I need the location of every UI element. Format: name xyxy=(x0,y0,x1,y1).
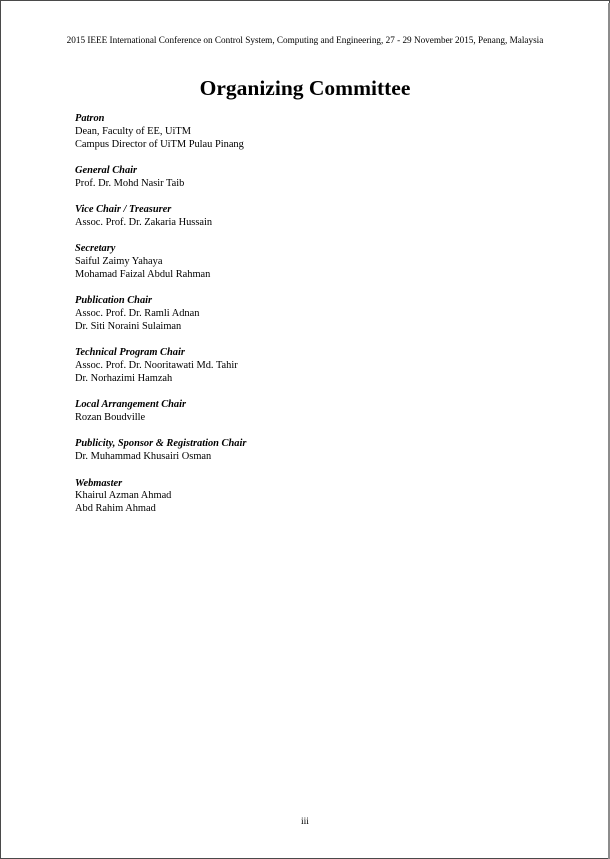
role-heading: Webmaster xyxy=(75,477,123,489)
section-secretary xyxy=(75,243,555,282)
section-publication-chair xyxy=(75,295,555,334)
member-name: Assoc. Prof. Dr. Nooritawati Md. Tahir xyxy=(75,360,238,372)
role-heading: General Chair xyxy=(75,165,138,177)
member-name: Dr. Siti Noraini Sulaiman xyxy=(75,321,182,333)
role-heading: Local Arrangement Chair xyxy=(75,399,187,411)
page-number: iii xyxy=(301,817,309,827)
member-name: Prof. Dr. Mohd Nasir Taib xyxy=(75,177,185,189)
member-name: Dr. Muhammad Khusairi Osman xyxy=(75,451,212,463)
section-technical-program-chair xyxy=(75,347,555,386)
member-name: Assoc. Prof. Dr. Zakaria Hussain xyxy=(75,217,213,229)
section-local-arrangement-chair xyxy=(75,399,555,425)
member-name: Dean, Faculty of EE, UiTM xyxy=(75,125,192,137)
role-heading: Technical Program Chair xyxy=(75,347,185,359)
section-general-chair xyxy=(75,165,555,191)
running-header: 2015 IEEE International Conference on Control System, Computing and Engineering, 27 - 29 November 2015, Penang, Malaysia xyxy=(66,35,544,45)
section-publicity-sponsor-registration-chair xyxy=(75,438,555,464)
committee-list xyxy=(75,113,555,530)
member-name: Assoc. Prof. Dr. Ramli Adnan xyxy=(75,308,200,320)
section-patron xyxy=(75,113,555,152)
section-vice-chair-treasurer xyxy=(75,204,555,230)
member-name: Campus Director of UiTM Pulau Pinang xyxy=(75,138,244,150)
role-heading: Secretary xyxy=(75,243,116,255)
member-name: Saiful Zaimy Yahaya xyxy=(75,256,163,268)
section-webmaster xyxy=(75,478,555,517)
member-name: Mohamad Faizal Abdul Rahman xyxy=(75,269,211,281)
member-name: Abd Rahim Ahmad xyxy=(75,503,156,515)
member-name: Dr. Norhazimi Hamzah xyxy=(75,373,173,385)
role-heading: Vice Chair / Treasurer xyxy=(75,204,172,216)
page-title: Organizing Committee xyxy=(199,76,411,100)
role-heading: Publicity, Sponsor & Registration Chair xyxy=(75,438,247,450)
member-name: Khairul Azman Ahmad xyxy=(75,490,172,502)
role-heading: Patron xyxy=(75,113,105,124)
role-heading: Publication Chair xyxy=(75,295,153,307)
member-name: Rozan Boudville xyxy=(75,412,146,424)
